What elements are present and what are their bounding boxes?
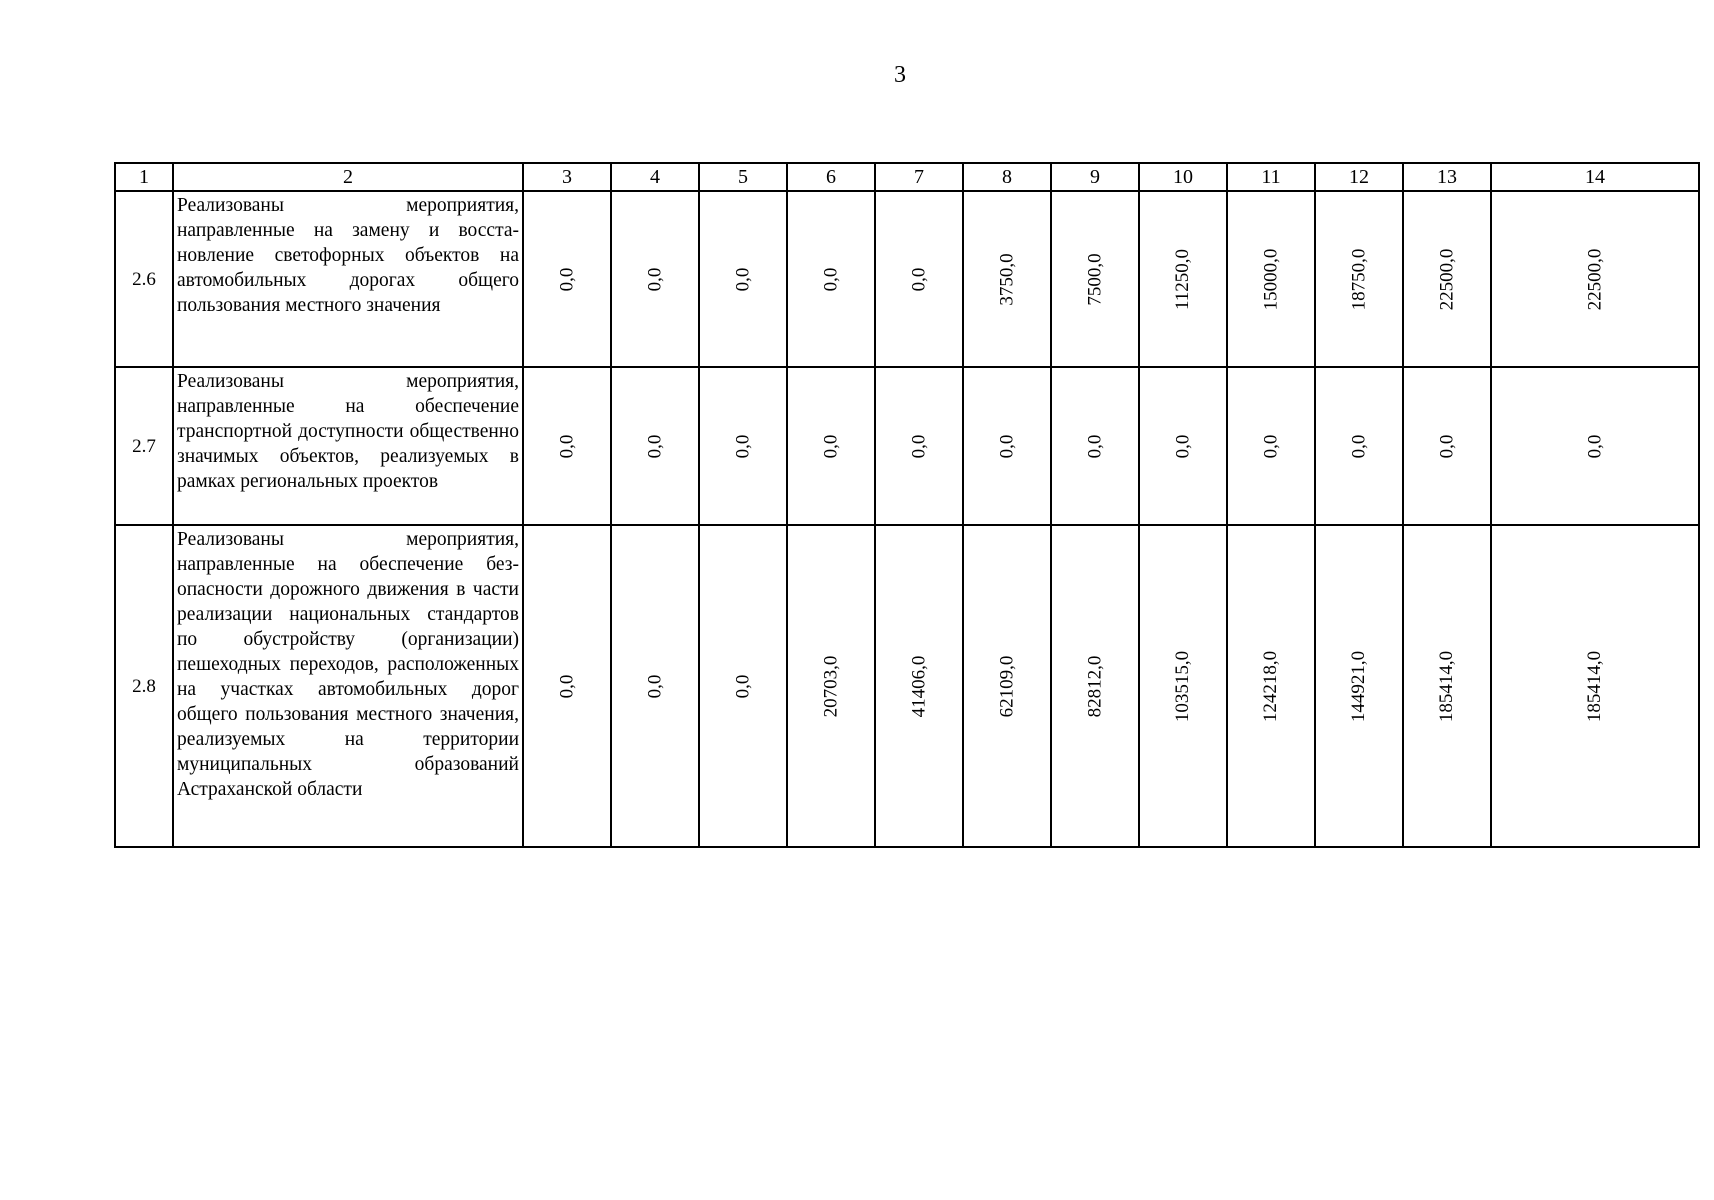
column-header: 8 [963, 163, 1051, 191]
value-cell [963, 367, 1051, 525]
value-cell [699, 525, 787, 847]
column-header: 2 [173, 163, 523, 191]
table-row [115, 191, 1699, 367]
column-header: 13 [1403, 163, 1491, 191]
cell-value: 62109,0 [996, 655, 1018, 717]
cell-value: 0,0 [908, 434, 930, 458]
value-cell [1315, 191, 1403, 367]
column-header: 3 [523, 163, 611, 191]
value-cell [1139, 367, 1227, 525]
value-cell [523, 525, 611, 847]
row-description: Реализованы мероприятия, направленные на обеспечение транспортной доступности общественно значимых объектов, реализуемых в рамках региональных проектов [173, 367, 523, 525]
cell-value: 0,0 [1260, 434, 1282, 458]
cell-value: 0,0 [556, 267, 578, 291]
value-cell [699, 367, 787, 525]
cell-value: 7500,0 [1084, 252, 1106, 306]
value-cell [1227, 367, 1315, 525]
cell-value: 0,0 [1172, 434, 1194, 458]
cell-value: 0,0 [732, 434, 754, 458]
row-number: 2.7 [115, 367, 173, 525]
value-cell [699, 191, 787, 367]
cell-value: 82812,0 [1084, 655, 1106, 717]
value-cell [1051, 525, 1139, 847]
cell-value: 0,0 [644, 267, 666, 291]
cell-value: 0,0 [556, 674, 578, 698]
row-number: 2.8 [115, 525, 173, 847]
cell-value: 41406,0 [908, 655, 930, 717]
value-cell [875, 191, 963, 367]
column-header: 1 [115, 163, 173, 191]
cell-value: 103515,0 [1172, 650, 1194, 722]
value-cell [611, 525, 699, 847]
cell-value: 11250,0 [1172, 248, 1194, 310]
cell-value: 0,0 [1348, 434, 1370, 458]
cell-value: 0,0 [1084, 434, 1106, 458]
column-header: 6 [787, 163, 875, 191]
value-cell [875, 367, 963, 525]
row-description: Реализованы мероприятия, направленные на замену и восстановление светофорных объектов на автомобильных дорогах общего пользования местного значения [173, 191, 523, 367]
value-cell [1491, 525, 1699, 847]
cell-value: 0,0 [732, 674, 754, 698]
value-cell [787, 367, 875, 525]
cell-value: 22500,0 [1584, 248, 1606, 310]
column-header: 9 [1051, 163, 1139, 191]
value-cell [963, 525, 1051, 847]
column-header: 4 [611, 163, 699, 191]
cell-value: 0,0 [644, 434, 666, 458]
value-cell [523, 367, 611, 525]
cell-value: 0,0 [556, 434, 578, 458]
value-cell [787, 525, 875, 847]
column-header: 10 [1139, 163, 1227, 191]
cell-value: 185414,0 [1584, 650, 1606, 722]
value-cell [1051, 367, 1139, 525]
column-header: 7 [875, 163, 963, 191]
cell-value: 15000,0 [1260, 248, 1282, 310]
column-header: 14 [1491, 163, 1699, 191]
indicators-table-wrapper [114, 162, 1700, 848]
cell-value: 185414,0 [1436, 650, 1458, 722]
value-cell [611, 191, 699, 367]
table-row [115, 367, 1699, 525]
column-header: 12 [1315, 163, 1403, 191]
value-cell [1227, 191, 1315, 367]
cell-value: 0,0 [732, 267, 754, 291]
cell-value: 124218,0 [1260, 650, 1282, 722]
value-cell [787, 191, 875, 367]
value-cell [1227, 525, 1315, 847]
cell-value: 3750,0 [996, 252, 1018, 306]
column-header: 5 [699, 163, 787, 191]
cell-value: 0,0 [1584, 434, 1606, 458]
row-number: 2.6 [115, 191, 173, 367]
cell-value: 0,0 [644, 674, 666, 698]
cell-value: 0,0 [908, 267, 930, 291]
value-cell [1403, 525, 1491, 847]
value-cell [1139, 525, 1227, 847]
cell-value: 20703,0 [820, 655, 842, 717]
cell-value: 0,0 [820, 267, 842, 291]
table-header-row [115, 163, 1699, 191]
value-cell [1315, 367, 1403, 525]
value-cell [1403, 191, 1491, 367]
cell-value: 144921,0 [1348, 650, 1370, 722]
cell-value: 18750,0 [1348, 248, 1370, 310]
value-cell [1403, 367, 1491, 525]
indicators-table [114, 162, 1700, 848]
value-cell [1139, 191, 1227, 367]
value-cell [1051, 191, 1139, 367]
cell-value: 0,0 [820, 434, 842, 458]
value-cell [963, 191, 1051, 367]
cell-value: 22500,0 [1436, 248, 1458, 310]
row-description: Реализованы мероприятия, направленные на обеспечение безопасности дорожного движения в части реализации национальных стандартов по обустройству (организации) пешеходных переходов, расположенных на участках автомобильных дорог общего пользования местного значения, реализуемых на территории муниципальных образований Астраханской области [173, 525, 523, 847]
value-cell [1315, 525, 1403, 847]
cell-value: 0,0 [996, 434, 1018, 458]
table-row [115, 525, 1699, 847]
page-number: 3 [894, 62, 906, 88]
value-cell [875, 525, 963, 847]
column-header: 11 [1227, 163, 1315, 191]
value-cell [611, 367, 699, 525]
value-cell [1491, 191, 1699, 367]
value-cell [523, 191, 611, 367]
value-cell [1491, 367, 1699, 525]
cell-value: 0,0 [1436, 434, 1458, 458]
